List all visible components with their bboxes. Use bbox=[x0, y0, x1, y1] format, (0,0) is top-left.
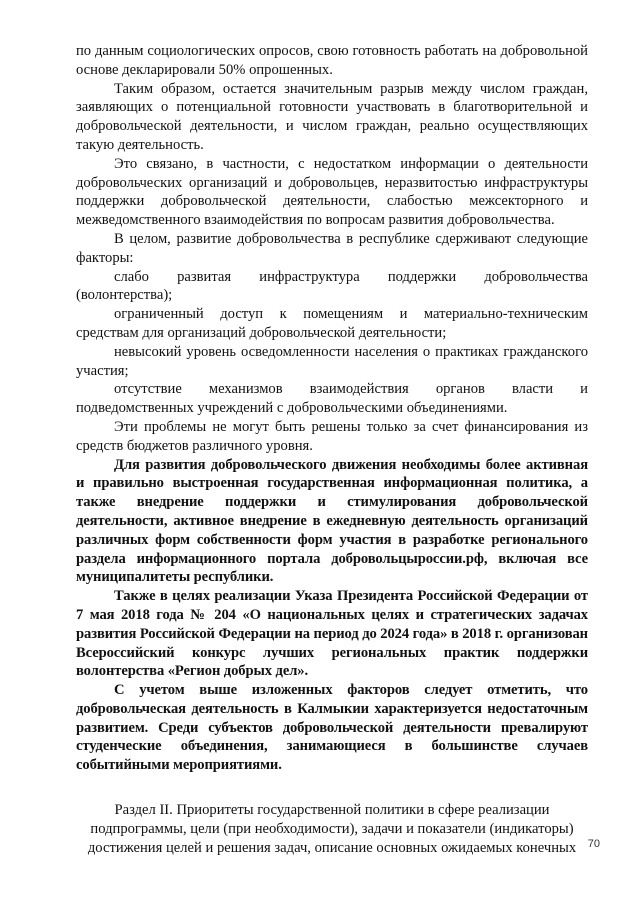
paragraph-factors-intro: В целом, развитие добровольчества в республике сдерживают следующие факторы: bbox=[76, 230, 588, 266]
factor-item-interaction: отсутствие механизмов взаимодействия органов власти и подведомственных учреждений с добровольческими объединениями. bbox=[76, 381, 588, 417]
section-heading-line-3: достижения целей и решения задач, описание основных ожидаемых конечных bbox=[87, 839, 577, 856]
factor-item-awareness: невысокий уровень осведомленности населения о практиках гражданского участия; bbox=[76, 343, 588, 379]
page-number: 70 bbox=[587, 838, 600, 850]
paragraph-gap-conclusion: Таким образом, остается значительным разрыв между числом граждан, заявляющих о потенциальной готовности участвовать в благотворительной и добровольческой деятельности, и числом граждан, реально осуществляющих такую деятельность. bbox=[76, 80, 588, 153]
paragraph-presidential-decree: Также в целях реализации Указа Президента Российской Федерации от 7 мая 2018 года № 204 «О национальных целях и стратегических задачах развития Российской Федерации на период до 2024 года» в 2018 г. организован Всероссийский конкурс лучших региональных практик поддержки волонтерства «Регион добрых дел». bbox=[76, 588, 588, 680]
factor-item-premises-access: ограниченный доступ к помещениям и материально-техническим средствам для организаций добровольческой деятельности; bbox=[76, 306, 588, 341]
section-heading-line-2: подпрограммы, цели (при необходимости), задачи и показатели (индикаторы) bbox=[90, 820, 574, 837]
document-body bbox=[76, 42, 588, 857]
paragraph-financing: Эти проблемы не могут быть решены только за счет финансирования из средств бюджетов различного уровня. bbox=[76, 418, 588, 454]
paragraph-information-policy: Для развития добровольческого движения необходимы более активная и правильно выстроенная государственная информационная политика, а также внедрение поддержки и стимулирования добровольческой деятельности, активное внедрение в ежедневную деятельность организаций различных форм собственности форм участия в разработке регионального раздела информационного портала добровольцыроссии.рф, включая все муниципалитеты республики. bbox=[76, 456, 588, 586]
section-heading bbox=[76, 801, 588, 857]
paragraph-survey-results: по данным социологических опросов, свою готовность работать на добровольной основе декларировали 50% опрошенных. bbox=[76, 43, 588, 78]
paragraph-kalmykia-summary: С учетом выше изложенных факторов следует отметить, что добровольческая деятельность в Калмыкии характеризуется недостаточным развитием. Среди субъектов добровольческой деятельности превалируют студенческие объединения, занимающиеся в большинстве случаев событийными мероприятиями. bbox=[76, 682, 588, 774]
factor-item-infrastructure: слабо развитая инфраструктура поддержки добровольчества (волонтерства); bbox=[76, 268, 588, 304]
section-heading-line-1: Раздел II. Приоритеты государственной политики в сфере реализации bbox=[114, 802, 550, 819]
paragraph-causes: Это связано, в частности, с недостатком информации о деятельности добровольческих организаций и добровольцев, неразвитостью инфраструктуры поддержки добровольческой деятельности, слабостью межсекторного и межведомственного взаимодействия по вопросам развития добровольчества. bbox=[76, 155, 588, 229]
